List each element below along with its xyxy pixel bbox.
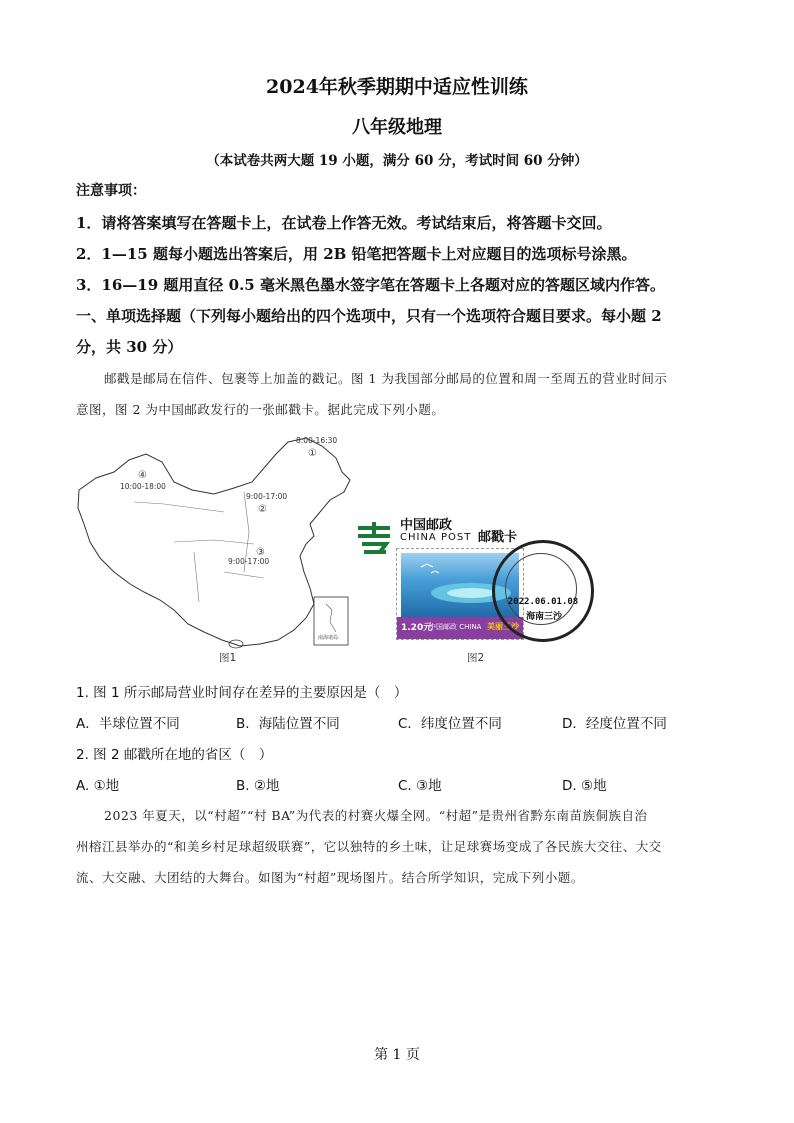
instructions-heading: 注意事项：: [76, 183, 146, 199]
instruction-item-1: 1．请将答案填写在答题卡上，在试卷上作答无效。考试结束后，将答题卡交回。: [76, 214, 612, 232]
figure2-caption: 图2: [467, 652, 485, 664]
postmark-date: 2022.06.01.08: [507, 597, 579, 607]
card-name: 邮戳卡: [478, 530, 518, 545]
passage2-line3: 流、大交融、大团结的大舞台。如图为“村超”现场图片。结合所学知识，完成下列小题。: [76, 870, 584, 885]
map-label-3-time: 9:00-17:00: [228, 557, 270, 566]
instruction-item-3: 3．16—19 题用直径 0.5 毫米黑色墨水签字笔在答题卡上各题对应的答题区域内作答。: [76, 276, 665, 294]
question-2-stem: 2. 图 2 邮戳所在地的省区（ ）: [76, 747, 273, 763]
map-inset-label: 南海诸岛: [318, 635, 339, 641]
page-number: 第 1 页: [374, 1047, 420, 1063]
section-heading-line1: 一、单项选择题（下列每小题给出的四个选项中，只有一个选项符合题目要求。每小题 2: [76, 307, 662, 325]
question-2-option-c[interactable]: C. ③地: [398, 778, 442, 794]
passage1-line1: 邮戳是邮局在信件、包裹等上加盖的戳记。图 1 为我国部分邮局的位置和周一至周五的营业时间示: [104, 371, 668, 386]
exam-subject: 八年级地理: [352, 117, 442, 138]
exam-note: （本试卷共两大题 19 小题，满分 60 分，考试时间 60 分钟）: [206, 153, 588, 169]
stamp-text: 中国邮政 CHINA: [429, 623, 482, 631]
question-1-option-a[interactable]: A．半球位置不同: [76, 716, 180, 732]
map-label-3-num: ③: [256, 547, 265, 558]
figure2-card: [352, 512, 592, 647]
china-map-outline: [74, 432, 364, 664]
brand-en: CHINA POST: [400, 532, 472, 543]
china-post-logo-icon: [354, 518, 394, 558]
map-label-1-num: ①: [308, 448, 317, 459]
map-label-2-time: 9:00-17:00: [246, 492, 288, 501]
map-label-2-num: ②: [258, 504, 267, 515]
passage2-line2: 州榕江县举办的“和美乡村足球超级联赛”，它以独特的乡土味，让足球赛场变成了各民族大交往、大交: [76, 839, 662, 854]
question-2-option-a[interactable]: A. ①地: [76, 778, 120, 794]
figure1-caption: 图1: [219, 652, 237, 664]
stamp-place: 美丽三沙: [487, 622, 519, 631]
exam-title: 2024年秋季期期中适应性训练: [266, 76, 528, 98]
question-1-option-b[interactable]: B．海陆位置不同: [236, 716, 340, 732]
postmark-circle: [492, 540, 594, 642]
question-1-option-c[interactable]: C．纬度位置不同: [398, 716, 502, 732]
map-label-4-time: 10:00-18:00: [120, 482, 166, 491]
passage1-line2: 意图，图 2 为中国邮政发行的一张邮戳卡。据此完成下列小题。: [76, 402, 445, 417]
figure1-map: [74, 432, 364, 664]
passage2-line1: 2023 年夏天，以“村超”“村 BA”为代表的村赛火爆全网。“村超”是贵州省黔东南苗族侗族自治: [104, 808, 648, 823]
map-label-4-num: ④: [138, 470, 147, 481]
question-2-option-d[interactable]: D. ⑤地: [562, 778, 607, 794]
question-1-option-d[interactable]: D．经度位置不同: [562, 716, 667, 732]
stamp-value: 1.20元: [401, 623, 433, 633]
map-label-1-time: 8:00-16:30: [296, 436, 338, 445]
postmark-city: 海南三沙: [525, 612, 562, 622]
question-1-stem: 1. 图 1 所示邮局营业时间存在差异的主要原因是（ ）: [76, 685, 408, 701]
section-heading-line2: 分，共 30 分）: [76, 338, 183, 356]
instruction-item-2: 2．1—15 题每小题选出答案后，用 2B 铅笔把答题卡上对应题目的选项标号涂黑。: [76, 245, 637, 263]
question-2-option-b[interactable]: B. ②地: [236, 778, 280, 794]
brand-cn: 中国邮政: [400, 518, 453, 533]
